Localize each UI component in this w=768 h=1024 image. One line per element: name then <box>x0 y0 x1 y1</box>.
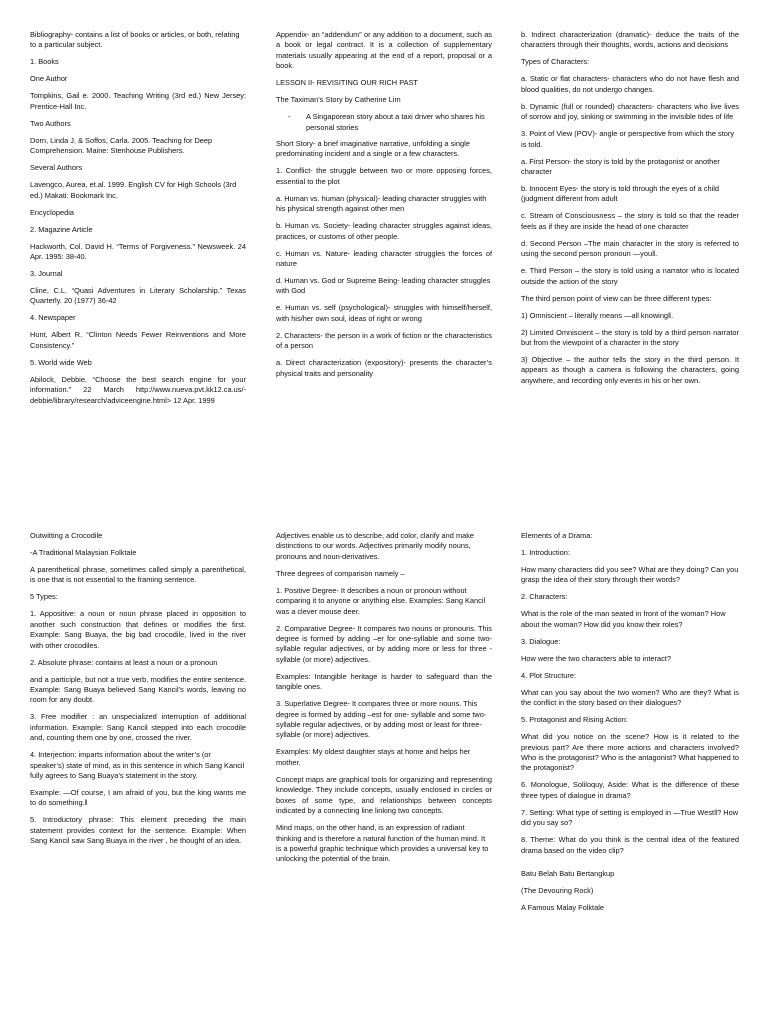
paragraph: The third person point of view can be three different types: <box>521 293 712 303</box>
paragraph: 1) Omniscient – literally means ―all knowing‖. <box>521 310 674 320</box>
paragraph: e. Third Person – the story is told using a narrator who is located outside the action of the story <box>521 266 739 286</box>
paragraph: Example: ―Of course, I am afraid of you, but the king wants me to do something.‖ <box>30 788 246 808</box>
panel-bottom-middle <box>276 531 492 871</box>
paragraph: A Famous Malay Folktale <box>521 902 604 912</box>
paragraph: Three degrees of comparison namely – <box>276 568 405 578</box>
paragraph: 1. Books <box>30 57 59 67</box>
paragraph: c. Human vs. Nature- leading character struggles the forces of nature <box>276 248 492 269</box>
paragraph: Mind maps, on the other hand, is an expression of radiant thinking and is therefore a natural function of the human mind. It is a powerful graphic technique which provides a universal key to unlocking the potential of the brain. <box>276 823 489 864</box>
paragraph: 5 Types: <box>30 592 58 602</box>
paragraph: 5. Protagonist and Rising Action: <box>521 715 628 725</box>
paragraph: a. First Person- the story is told by the protagonist or another character <box>521 156 720 177</box>
paragraph: 5. World wide Web <box>30 357 92 367</box>
paragraph: Tompkins, Gail e. 2000. Teaching Writing (3rd ed.) New Jersey: Prentice-Hall Inc. <box>30 91 246 111</box>
paragraph: 3. Dialogue: <box>521 636 561 646</box>
paragraph: 2. Comparative Degree- It compares two nouns or pronouns. This degree is formed by adding –er for one-syllable and some two-syllable regular adjectives, or by adding more or less for three -syllable (or more) adjectives. <box>276 623 492 664</box>
panel-bottom-left <box>30 531 246 853</box>
paragraph: Appendix- an “addendum” or any addition to a document, such as a book or legal contract. It is a collection of supplementary materials usually appearing at the end of a report, proposal or a book. <box>276 30 492 71</box>
paragraph: The Taximan’s Story by Catherine Lim <box>276 95 401 105</box>
paragraph: Dorn, Linda J. & Soffos, Carla. 2005. Teaching for Deep Comprehension. Maine: Stenhouse Publishers. <box>30 135 213 156</box>
paragraph: 3. Point of View (POV)- angle or perspective from which the story is told. <box>521 129 735 149</box>
paragraph: Adjectives enable us to describe, add color, clarify and make distinctions to our words. Adjectives primarily modify nouns, pronouns and noun-derivatives. <box>276 531 475 561</box>
paragraph: 3. Free modifier : an unspecialized interruption of additional information. Example: Sang Kancil stepped into each crocodile and, counting them one by one, crossed the river. <box>30 712 246 743</box>
paragraph: Short Story- a brief imaginative narrative, unfolding a single predominating incident and a single or a few characters. <box>276 139 470 159</box>
paragraph: Cline, C.L. “Quasi Adventures in Literary Scholarship.” Texas Quarterly. 20 (1977) 36-42 <box>30 286 246 306</box>
paragraph: LESSON II- REVISITING OUR RICH PAST <box>276 78 418 88</box>
paragraph: Hackworth, Col. David H. “Terms of Forgiveness.” Newsweek. 24 Apr. 1995: 38-40. <box>30 241 246 262</box>
paragraph: 3. Superlative Degree- It compares three or more nouns. This degree is formed by adding –est for one- syllable and some two-syllable regular adjectives, or by adding most or least for three-syllable (or more) adjectives. <box>276 699 487 740</box>
bullet-marker: - <box>288 112 291 122</box>
paragraph: Lavengco, Aurea, et.al. 1999. English CV for High Schools (3rd ed.) Makati: Bookmark Inc. <box>30 180 237 200</box>
paragraph: One Author <box>30 74 68 84</box>
paragraph: 5. Introductory phrase: This element preceding the main statement provides context for the sentence. Example: When Sang Kancil saw Sang Buaya in the river , he thought of an idea. <box>30 815 246 846</box>
paragraph: b. Innocent Eyes- the story is told through the eyes of a child (judgment different from adult <box>521 184 720 204</box>
paragraph: What can you say about the two women? Who are they? What is the conflict in the story based on their dialogues? <box>521 687 739 708</box>
paragraph: Concept maps are graphical tools for organizing and representing knowledge. They include concepts, usually enclosed in circles or boxes of some type, and relationships between concepts indicated by a connecting line linking two concepts. <box>276 774 492 816</box>
list-item-text: A Singaporean story about a taxi driver who shares his personal stories <box>306 112 485 132</box>
paragraph: Hunt, Albert R. “Clinton Needs Fewer Reinventions and More Consistency.” <box>30 330 246 350</box>
paragraph: b. Human vs. Society- leading character struggles against ideas, practices, or customs of other people. <box>276 221 492 241</box>
paragraph: Abilock, Debbie. “Choose the best search engine for your information.” 22 March http://www.nueva.pvt.kk12.ca.us/-debbie/library/research/adviceengine.html> 12 Apr. 1999 <box>30 374 246 405</box>
paragraph: 1. Appositive: a noun or noun phrase placed in opposition to another such construction that defines or modifies the first. Example: Sang Buaya, the big bad crocodile, lived in the river with other crocodiles. <box>30 609 246 650</box>
paragraph: 2. Characters- the person in a work of fiction or the characteristics of a person <box>276 330 492 351</box>
paragraph: 8. Theme: What do you think is the central idea of the featured drama based on the video clip? <box>521 835 739 855</box>
paragraph: 2. Absolute phrase: contains at least a noun or a pronoun <box>30 657 218 667</box>
paragraph: 6. Monologue, Soliloquy, Aside: What is the difference of these three types of dialogue in drama? <box>521 780 739 800</box>
panel-top-left <box>30 30 246 413</box>
paragraph: a. Human vs. human (physical)- leading character struggles with his physical strength against other men <box>276 193 487 214</box>
panel-top-right <box>521 30 739 393</box>
list-item <box>276 112 492 133</box>
bullet-list <box>276 112 492 133</box>
paragraph: -A Traditional Malaysian Folktale <box>30 548 137 557</box>
paragraph: 3) Objective – the author tells the story in the third person. It appears as though a camera is following the characters, going anywhere, and recording only events in his or her own. <box>521 355 739 385</box>
paragraph: 4. Newspaper <box>30 313 76 323</box>
paragraph: and a participle, but not a true verb, modifies the entire sentence. Example: Sang Buaya believed Sang Kancil’s words, leaving no room for any doubt. <box>30 674 246 705</box>
paragraph: What is the role of the man seated in front of the woman? How about the woman? How did you know their roles? <box>521 609 726 629</box>
paragraph: 1. Conflict- the struggle between two or more opposing forces, essential to the plot <box>276 166 492 186</box>
paragraph: A parenthetical phrase, sometimes called simply a parenthetical, is one that is not essential to the framing sentence. <box>30 565 246 585</box>
paragraph: Outwitting a Crocodile <box>30 531 103 540</box>
paragraph: d. Human vs. God or Supreme Being- leading character struggles with God <box>276 276 491 296</box>
paragraph: Several Authors <box>30 163 83 173</box>
paragraph: 4. Interjection: imparts information about the writer’s (or speaker’s) state of mind, as in this sentence in which Sang Kancil fully agrees to Sang Buaya’s statement in the story. <box>30 750 245 781</box>
paragraph: b. Dynamic (full or rounded) characters- characters who live lives of sorrow and joy, sinking or swimming in the invisible tides of life <box>521 101 739 122</box>
paragraph: Batu Belah Batu Bertangkup <box>521 868 615 878</box>
paragraph: a. Static or flat characters- characters who do not have flesh and blood qualities, do not undergo changes. <box>521 74 739 94</box>
paragraph: Bibliography- contains a list of books or articles, or both, relating to a particular subject. <box>30 30 240 50</box>
paragraph: How many characters did you see? What are they doing? Can you grasp the idea of their story through their words? <box>521 565 739 585</box>
paragraph: Encyclopedia <box>30 207 74 217</box>
paragraph: 4. Plot Structure: <box>521 670 577 680</box>
paragraph: 1. Introduction: <box>521 548 570 557</box>
paragraph: What did you notice on the scene? How is it related to the previous part? Are there more actions and characters involved? Who is the protagonist? Who is the antagonist? What happened to the protagonist? <box>521 732 739 773</box>
paragraph: d. Second Person –The main character in the story is referred to using the second person pronoun ―you‖. <box>521 238 739 259</box>
paragraph: Two Authors <box>30 118 71 128</box>
paragraph: Examples: Intangible heritage is harder to safeguard than the tangible ones. <box>276 671 492 692</box>
paragraph: Examples: My oldest daughter stays at home and helps her mother. <box>276 747 471 767</box>
paragraph: 2) Limited Omniscient – the story is told by a third person narrator but from the viewpoint of a character in the story <box>521 327 739 348</box>
panel-bottom-right <box>521 531 739 920</box>
paragraph: Elements of a Drama: <box>521 531 593 540</box>
paragraph: 2. Magazine Article <box>30 224 93 234</box>
paragraph: 2. Characters: <box>521 592 568 602</box>
panel-top-middle <box>276 30 492 386</box>
paragraph: 1. Positive Degree- It describes a noun or pronoun without comparing it to anyone or anything else. Examples: Sang Kancil was a clever mouse deer. <box>276 585 486 616</box>
paragraph: 3. Journal <box>30 269 63 279</box>
paragraph: b. Indirect characterization (dramatic)- deduce the traits of the characters through their thoughts, words, actions and decisions <box>521 30 739 50</box>
paragraph: e. Human vs. self (psychological)- struggles with himself/herself, with his/her own soul, ideas of right or wrong <box>276 303 492 323</box>
paragraph: c. Stream of Consciousness – the story is told so that the reader feels as if they are inside the head of one character <box>521 211 739 231</box>
paragraph: Types of Characters: <box>521 57 590 67</box>
paragraph: How were the two characters able to interact? <box>521 653 671 663</box>
paragraph: (The Devouring Rock) <box>521 885 594 895</box>
paragraph: 7. Setting: What type of setting is employed in ―True West‖? How did you say so? <box>521 807 739 828</box>
paragraph: a. Direct characterization (expository)- presents the character’s physical traits and personality <box>276 358 492 378</box>
